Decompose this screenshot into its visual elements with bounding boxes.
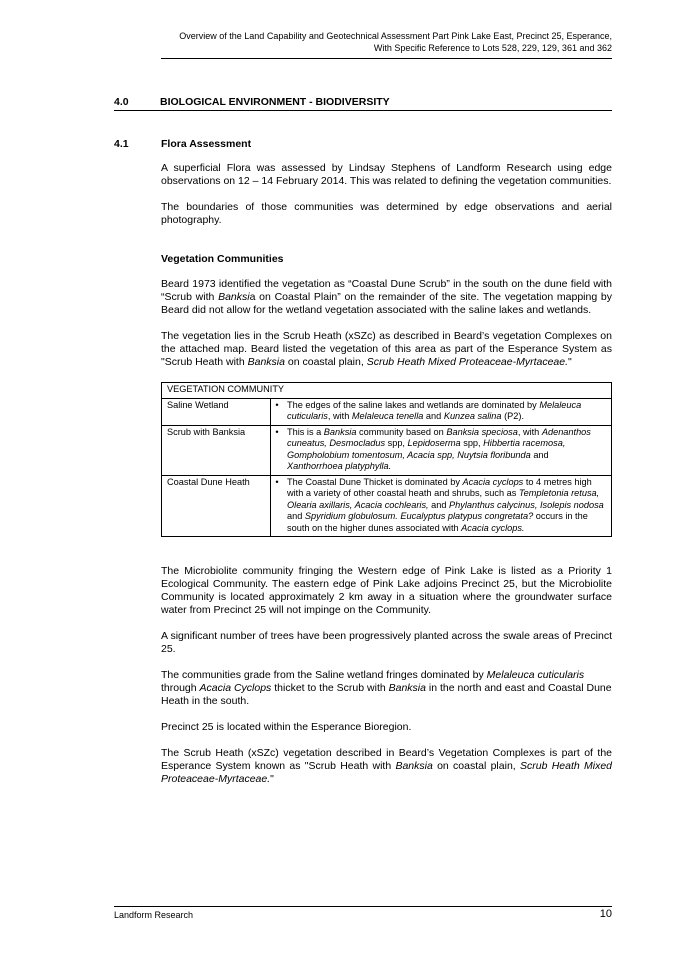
trees-paragraph: A significant number of trees have been progressively planted across the swale areas of Precinct 25. — [161, 630, 612, 655]
intro-paragraph-2: The boundaries of those communities was determined by edge observations and aerial photography. — [161, 201, 612, 226]
table-row — [162, 425, 612, 475]
vegetation-table — [161, 382, 612, 537]
community-name: Coastal Dune Heath — [162, 475, 271, 537]
bullet: • — [271, 475, 284, 537]
header-line-2: With Specific Reference to Lots 528, 229, 129, 361 and 362 — [373, 43, 612, 53]
subsection-number: 4.1 — [114, 138, 129, 150]
scrub-heath-paragraph: The vegetation lies in the Scrub Heath (xSZc) as described in Beard’s vegetation Complexes on the attached map. Beard listed the vegetation of this area as part of the Esperance System as "Scrub Heath with Banksia on coastal plain, Scrub Heath Mixed Proteaceae-Myrtaceae." — [161, 330, 612, 368]
section-title: BIOLOGICAL ENVIRONMENT - BIODIVERSITY — [160, 96, 390, 108]
section-number: 4.0 — [114, 96, 129, 108]
subsection-title: Flora Assessment — [161, 138, 252, 150]
community-description: The edges of the saline lakes and wetlands are dominated by Melaleuca cuticularis, with Melaleuca tenella and Kunzea salina (P2). — [283, 398, 612, 425]
footer-organization: Landform Research — [114, 910, 194, 920]
microbiolite-paragraph: The Microbiolite community fringing the Western edge of Pink Lake is listed as a Priority 1 Ecological Community. The eastern edge of Pink Lake adjoins Precinct 25, but the Microbiolite Community is located approximately 2 km away in a situation where the groundwater surface water from Precinct 25 will not impinge on the Community. — [161, 565, 612, 616]
community-description: The Coastal Dune Thicket is dominated by Acacia cyclops to 4 metres high with a variety of other coastal heath and shrubs, such as Templetonia retusa, Olearia axillaris, Acacia cochlearis, and Phylanthus calycinus, Isolepis nodosa and Spyridium globulosum. Eucalyptus platypus congretata? occurs in the south on the higher dunes associated with Acacia cyclops. — [283, 475, 612, 537]
bullet: • — [271, 398, 284, 425]
table-row — [162, 398, 612, 425]
header-rule — [161, 58, 612, 59]
section-heading — [114, 96, 612, 111]
page-number: 10 — [599, 908, 612, 920]
table-header: VEGETATION COMMUNITY — [162, 383, 612, 399]
bullet: • — [271, 425, 284, 475]
community-name: Saline Wetland — [162, 398, 271, 425]
grade-paragraph: The communities grade from the Saline wetland fringes dominated by Melaleuca cuticularis through Acacia Cyclops thicket to the Scrub with Banksia in the north and east and Coastal Dune Heath in the south. — [161, 669, 612, 707]
community-name: Scrub with Banksia — [162, 425, 271, 475]
beard-paragraph: Beard 1973 identified the vegetation as “Coastal Dune Scrub” in the south on the dune field with “Scrub with Banksia on Coastal Plain” on the remainder of the site. The vegetation mapping by Beard did not allow for the wetland vegetation associated with the saline lakes and wetlands. — [161, 278, 612, 316]
final-paragraph: The Scrub Heath (xSZc) vegetation described in Beard’s Vegetation Complexes is part of the Esperance System known as "Scrub Heath with Banksia on coastal plain, Scrub Heath Mixed Proteaceae-Myrtaceae." — [161, 747, 612, 785]
table-header-row — [162, 383, 612, 399]
intro-paragraph-1: A superficial Flora was assessed by Lindsay Stephens of Landform Research using edge observations on 12 – 14 February 2014. This was related to defining the vegetation communities. — [161, 162, 612, 187]
body-content — [161, 162, 612, 799]
page-header — [92, 30, 612, 54]
vegetation-heading: Vegetation Communities — [161, 253, 284, 265]
bioregion-paragraph: Precinct 25 is located within the Esperance Bioregion. — [161, 721, 412, 733]
footer-rule — [114, 906, 612, 907]
table-row — [162, 475, 612, 537]
subsection-heading — [114, 138, 251, 150]
header-line-1: Overview of the Land Capability and Geotechnical Assessment Part Pink Lake East, Precinct 25, Esperance, — [179, 31, 612, 41]
community-description: This is a Banksia community based on Banksia speciosa, with Adenanthos cuneatus, Desmocladus spp, Lepidoserma spp, Hibbertia racemosa, Gompholobium tomentosum, Acacia spp, Nuytsia floribunda and Xanthorrhoea platyphylla. — [283, 425, 612, 475]
